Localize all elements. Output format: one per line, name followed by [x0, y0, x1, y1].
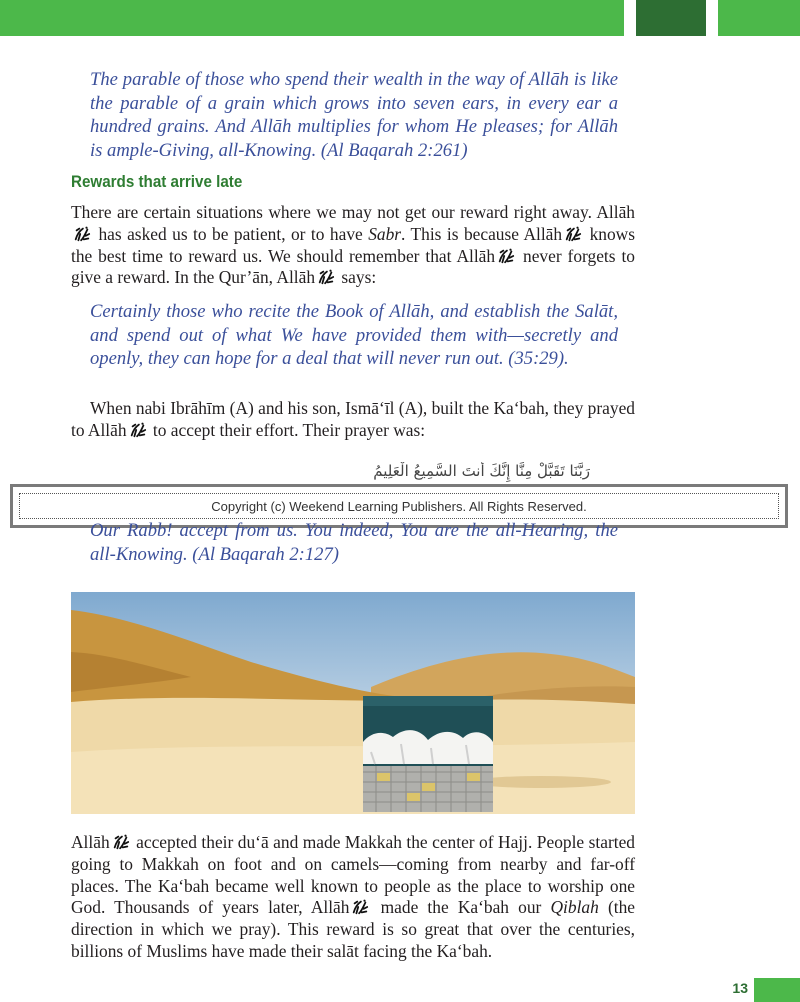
term-sabr: Sabr: [368, 223, 402, 244]
paragraph-text: Allāh: [71, 832, 110, 852]
paragraph-rewards: [71, 202, 635, 289]
paragraph-text: knows the best time to reward us. We should remember that Allāh: [71, 223, 635, 266]
quran-quote-baqarah-261: The parable of those who spend their wealth in the way of Allāh is like the parable of a grain which grows into seven ears, in every ear a hundred grains. And Allāh multiplies for whom He pleases; for Allāh is ample-Giving, all-Knowing. (Al Baqarah 2:261): [90, 69, 618, 161]
paragraph-makkah: [71, 832, 635, 963]
top-color-bar: [0, 0, 800, 36]
arabic-verse: رَبَّنَا تَقَبَّلْ مِنَّا إِنَّكَ أَنتَ السَّمِيعُ الْعَلِيمُ: [373, 462, 590, 480]
paragraph-text: accepted their du‘ā and made Makkah the center of Hajj. People started going to Makkah on foot and on camels—coming from nearby and far-off places. The Ka‘bah became well known to people as the place to worship one God. Thousands of years later, Allāh: [71, 832, 635, 918]
paragraph-text: has asked us to be patient, or to have: [98, 223, 363, 244]
honorific-seal-icon: [351, 898, 369, 916]
honorific-seal-icon: [317, 268, 335, 286]
paragraph-text: . This is because Allāh: [401, 223, 563, 244]
quran-quote-baqarah-127: Our Rabb! accept from us. You indeed, You are the all-Hearing, the all-Knowing. (Al Baqarah 2:127): [90, 520, 618, 565]
honorific-seal-icon: [564, 225, 582, 243]
page-number: 13: [732, 980, 748, 996]
honorific-seal-icon: [112, 833, 130, 851]
paragraph-text: to accept their effort. Their prayer was:: [152, 419, 426, 440]
page-tab-marker: [754, 978, 800, 1002]
paragraph-text: When nabi Ibrāhīm (A) and his son, Ismā‘īl (A), built the Ka‘bah, they prayed to Allāh: [71, 398, 635, 440]
paragraph-text: There are certain situations where we may not get our reward right away. Allāh: [71, 202, 635, 222]
paragraph-ibrahim: [71, 398, 635, 442]
paragraph-text: made the Ka‘bah our: [380, 897, 542, 918]
top-bar-segment-right: [718, 0, 800, 36]
honorific-seal-icon: [73, 225, 91, 243]
top-bar-segment-dark: [636, 0, 706, 36]
kabah-desert-illustration: [71, 592, 635, 814]
paragraph-text: never forgets to give a reward. In the Qur’ān, Allāh: [71, 245, 635, 288]
term-qiblah: Qiblah: [550, 897, 599, 918]
section-heading: Rewards that arrive late: [71, 173, 243, 191]
quran-quote-35-29: Certainly those who recite the Book of Allāh, and establish the Salāt, and spend out of what We have provided them with—secretly and openly, they can hope for a deal that will never run out. (35:29).: [90, 301, 618, 369]
honorific-seal-icon: [497, 247, 515, 265]
top-bar-segment-left: [0, 0, 624, 36]
copyright-text: Copyright (c) Weekend Learning Publishers. All Rights Reserved.: [19, 493, 779, 519]
paragraph-text: says:: [341, 267, 377, 288]
paragraph-text: (the direction in which we pray). This reward is so great that over the centuries, billions of Muslims have made their salāt facing the Ka‘bah.: [71, 897, 635, 961]
honorific-seal-icon: [129, 421, 147, 439]
